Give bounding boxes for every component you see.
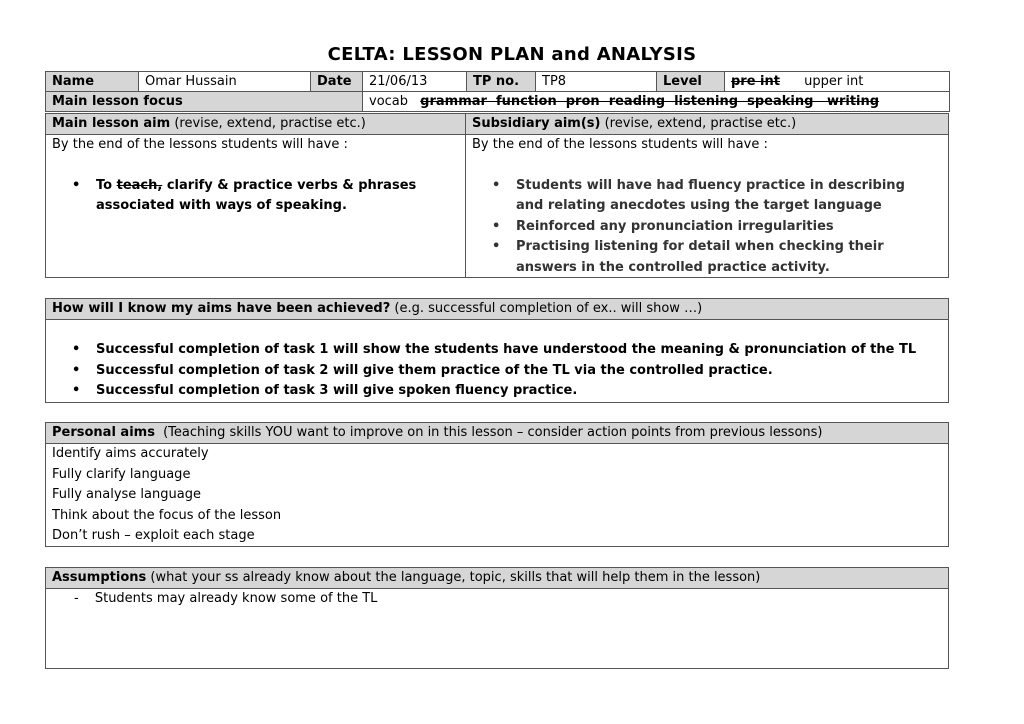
personal-aims-label: Personal aims [52, 425, 155, 440]
sub-aim-body [466, 135, 948, 277]
sub-aim-intro: By the end of the lessons students will have : [472, 137, 768, 152]
focus-struck-options: grammar function pron reading listening speaking writing [420, 94, 880, 109]
tp-label: TP no. [467, 72, 536, 92]
tp-value: TP8 [536, 72, 657, 92]
achieved-bullet: • Successful completion of task 1 will show the students have understood the meaning & pronunciation of the TL [96, 340, 948, 361]
focus-label: Main lesson focus [46, 92, 363, 112]
aims-section [45, 113, 949, 278]
achieved-bullet: • Successful completion of task 3 will give spoken fluency practice. [96, 381, 948, 402]
personal-aim-item: Don’t rush – exploit each stage [52, 528, 255, 543]
main-aim-label: Main lesson aim [52, 116, 171, 131]
date-value: 21/06/13 [363, 72, 467, 92]
personal-aim-item: Think about the focus of the lesson [52, 507, 282, 523]
main-aim-body [46, 135, 466, 277]
page-title: CELTA: LESSON PLAN and ANALYSIS [327, 44, 697, 65]
personal-aim-item: Fully analyse language [52, 487, 201, 502]
assumption-item: - Students may already know some of the TL [74, 591, 378, 606]
level-label: Level [657, 72, 725, 92]
personal-aims-hint: (Teaching skills YOU want to improve on in this lesson – consider action points from previous lessons) [163, 425, 823, 440]
level-struck: pre int [731, 74, 780, 89]
focus-value [363, 92, 950, 112]
sub-aim-hint: (revise, extend, practise etc.) [604, 116, 797, 131]
lesson-header-table [45, 71, 950, 112]
aims-achieved-section [45, 298, 949, 403]
aims-achieved-hint: (e.g. successful completion of ex.. will show …) [394, 301, 703, 316]
level-selected: upper int [804, 74, 864, 89]
name-label: Name [46, 72, 139, 92]
achieved-bullet: • Successful completion of task 2 will give them practice of the TL via the controlled practice. [96, 361, 948, 382]
assumptions-section [45, 567, 949, 669]
personal-aims-section [45, 422, 949, 547]
sub-aim-bullet: • Practising listening for detail when checking their answers in the controlled practice activity. [516, 237, 936, 278]
assumption-dash: - [74, 591, 79, 606]
aims-achieved-header [46, 299, 948, 320]
main-aim-bullet: • To teach, clarify & practice verbs & phrases associated with ways of speaking. [96, 176, 465, 217]
level-value [725, 72, 950, 92]
main-aim-hint: (revise, extend, practise etc.) [174, 116, 366, 131]
date-label: Date [311, 72, 363, 92]
main-aim-intro: By the end of the lessons students will have : [52, 137, 348, 152]
personal-aims-header [46, 423, 948, 444]
personal-aim-item: Fully clarify language [52, 466, 191, 482]
main-aim-header [46, 114, 466, 134]
assumptions-hint: (what your ss already know about the language, topic, skills that will help them in the lesson) [150, 570, 761, 585]
sub-aim-header [466, 114, 948, 134]
personal-aim-item: Identify aims accurately [52, 446, 209, 461]
aims-achieved-label: How will I know my aims have been achieved? [52, 301, 391, 316]
assumptions-label: Assumptions [52, 570, 147, 585]
sub-aim-bullet: • Students will have had fluency practice in describing and relating anecdotes using the target language [516, 176, 936, 217]
main-aim-struck-word: teach, [116, 177, 163, 193]
sub-aim-bullet: • Reinforced any pronunciation irregularities [516, 217, 936, 238]
focus-vocab: vocab [369, 94, 409, 109]
assumptions-header [46, 568, 948, 589]
name-value: Omar Hussain [139, 72, 311, 92]
sub-aim-label: Subsidiary aim(s) [472, 116, 601, 131]
